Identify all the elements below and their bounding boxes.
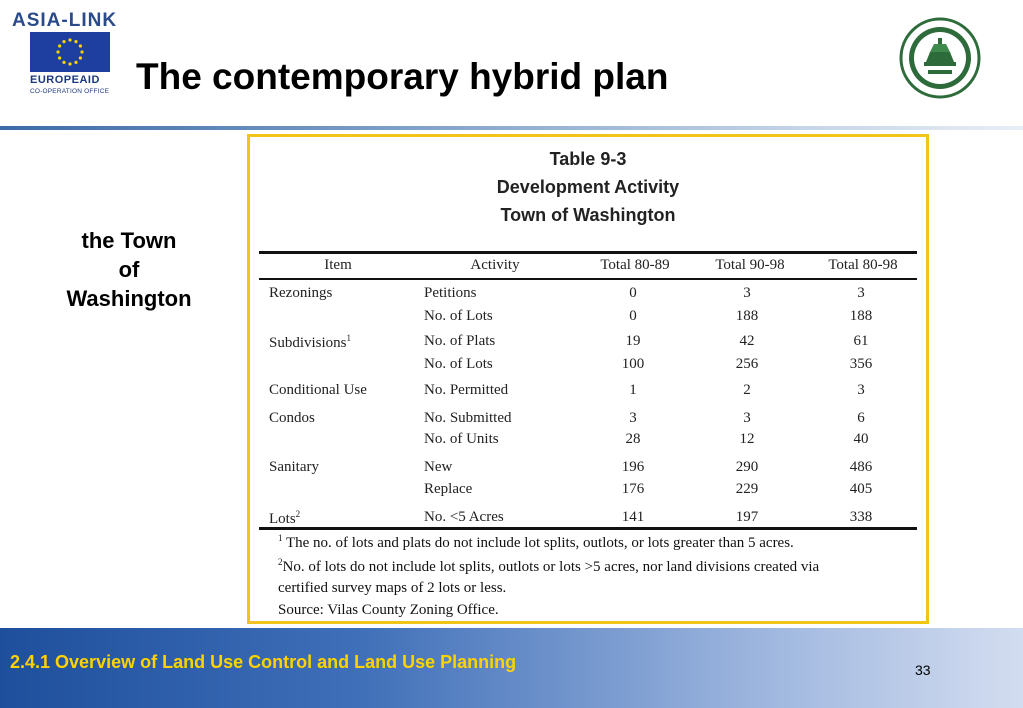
item-text: Subdivisions — [269, 335, 347, 351]
value-cell: 188 — [849, 308, 873, 324]
activity-cell: No. of Lots — [424, 308, 493, 324]
footnote-marker: 1 — [346, 333, 352, 343]
table-source: Source: Vilas County Zoning Office. — [278, 602, 499, 618]
section-title: 2.4.1 Overview of Land Use Control and Land Use Planning — [10, 652, 517, 672]
value-cell: 6 — [857, 410, 865, 426]
item-cell — [269, 333, 351, 352]
column-header: Total 80-89 — [600, 257, 670, 273]
footnote-marker: 1 — [278, 533, 283, 543]
asia-link-text: ASIA-LINK — [12, 10, 118, 31]
value-cell: 19 — [625, 333, 641, 349]
value-cell: 176 — [621, 481, 645, 497]
value-cell: 3 — [857, 382, 865, 398]
item-cell — [269, 509, 300, 528]
header-divider — [0, 126, 1023, 130]
activity-cell: New — [424, 459, 453, 475]
table-title: Table 9-3 — [549, 149, 627, 169]
footnote-2-continued: certified survey maps of 2 lots or less. — [278, 580, 507, 596]
item-cell: Sanitary — [269, 459, 319, 475]
activity-cell: No. of Lots — [424, 356, 493, 372]
footnote-text: The no. of lots and plats do not include lot splits, outlots, or lots greater than 5 acres. — [282, 535, 794, 551]
cooperation-office-text: CO-OPERATION OFFICE — [30, 88, 110, 95]
value-cell: 141 — [621, 509, 645, 525]
table-subtitle: Town of Washington — [500, 205, 676, 225]
eu-flag-icon — [30, 32, 110, 72]
activity-cell: Replace — [424, 481, 473, 497]
footnote-text: No. of lots do not include lot splits, outlots or lots >5 acres, nor land divisions created via — [282, 559, 820, 575]
activity-cell: Petitions — [424, 285, 477, 301]
table-rule — [259, 251, 917, 254]
value-cell: 28 — [625, 431, 641, 447]
value-cell: 0 — [629, 285, 637, 301]
footnote-marker: 2 — [295, 509, 301, 519]
value-cell: 229 — [735, 481, 759, 497]
value-cell: 3 — [743, 285, 751, 301]
value-cell: 196 — [621, 459, 645, 475]
development-activity-table — [247, 134, 929, 624]
value-cell: 197 — [735, 509, 759, 525]
caption-line: the Town — [81, 228, 177, 253]
activity-cell: No. Permitted — [424, 382, 509, 398]
value-cell: 356 — [849, 356, 873, 372]
table-rule — [259, 527, 917, 530]
caption-line: of — [118, 257, 140, 282]
value-cell: 3 — [629, 410, 637, 426]
caption-line: Washington — [66, 286, 192, 311]
value-cell: 3 — [743, 410, 751, 426]
page-number: 33 — [915, 662, 931, 678]
item-text: Lots — [269, 511, 296, 527]
column-header: Total 90-98 — [715, 257, 785, 273]
value-cell: 338 — [849, 509, 873, 525]
column-header: Total 80-98 — [828, 257, 898, 273]
europeaid-text: EUROPEAID — [30, 74, 100, 86]
item-cell: Rezonings — [269, 285, 333, 301]
column-header: Activity — [470, 257, 520, 273]
value-cell: 290 — [735, 459, 759, 475]
activity-cell: No. of Units — [424, 431, 499, 447]
university-seal-icon — [898, 16, 982, 100]
side-caption — [40, 226, 218, 313]
activity-cell: No. Submitted — [424, 410, 512, 426]
footer-bar — [0, 628, 1023, 708]
value-cell: 3 — [857, 285, 865, 301]
value-cell: 486 — [849, 459, 873, 475]
table-rule — [259, 278, 917, 280]
value-cell: 100 — [621, 356, 645, 372]
footnote-2 — [278, 557, 819, 576]
value-cell: 188 — [735, 308, 759, 324]
value-cell: 0 — [629, 308, 637, 324]
activity-cell: No. <5 Acres — [424, 509, 504, 525]
slide-title: The contemporary hybrid plan — [136, 56, 669, 97]
value-cell: 1 — [629, 382, 637, 398]
value-cell: 2 — [743, 382, 751, 398]
asia-link-logo — [8, 8, 136, 96]
table-subtitle: Development Activity — [496, 177, 680, 197]
footnote-marker: 2 — [278, 557, 283, 567]
item-cell: Conditional Use — [269, 382, 367, 398]
value-cell: 12 — [739, 431, 755, 447]
footnote-1 — [278, 533, 794, 552]
value-cell: 61 — [853, 333, 869, 349]
value-cell: 42 — [739, 333, 755, 349]
item-cell: Condos — [269, 410, 315, 426]
activity-cell: No. of Plats — [424, 333, 496, 349]
value-cell: 405 — [849, 481, 873, 497]
value-cell: 256 — [735, 356, 759, 372]
value-cell: 40 — [853, 431, 869, 447]
column-header: Item — [324, 257, 352, 273]
